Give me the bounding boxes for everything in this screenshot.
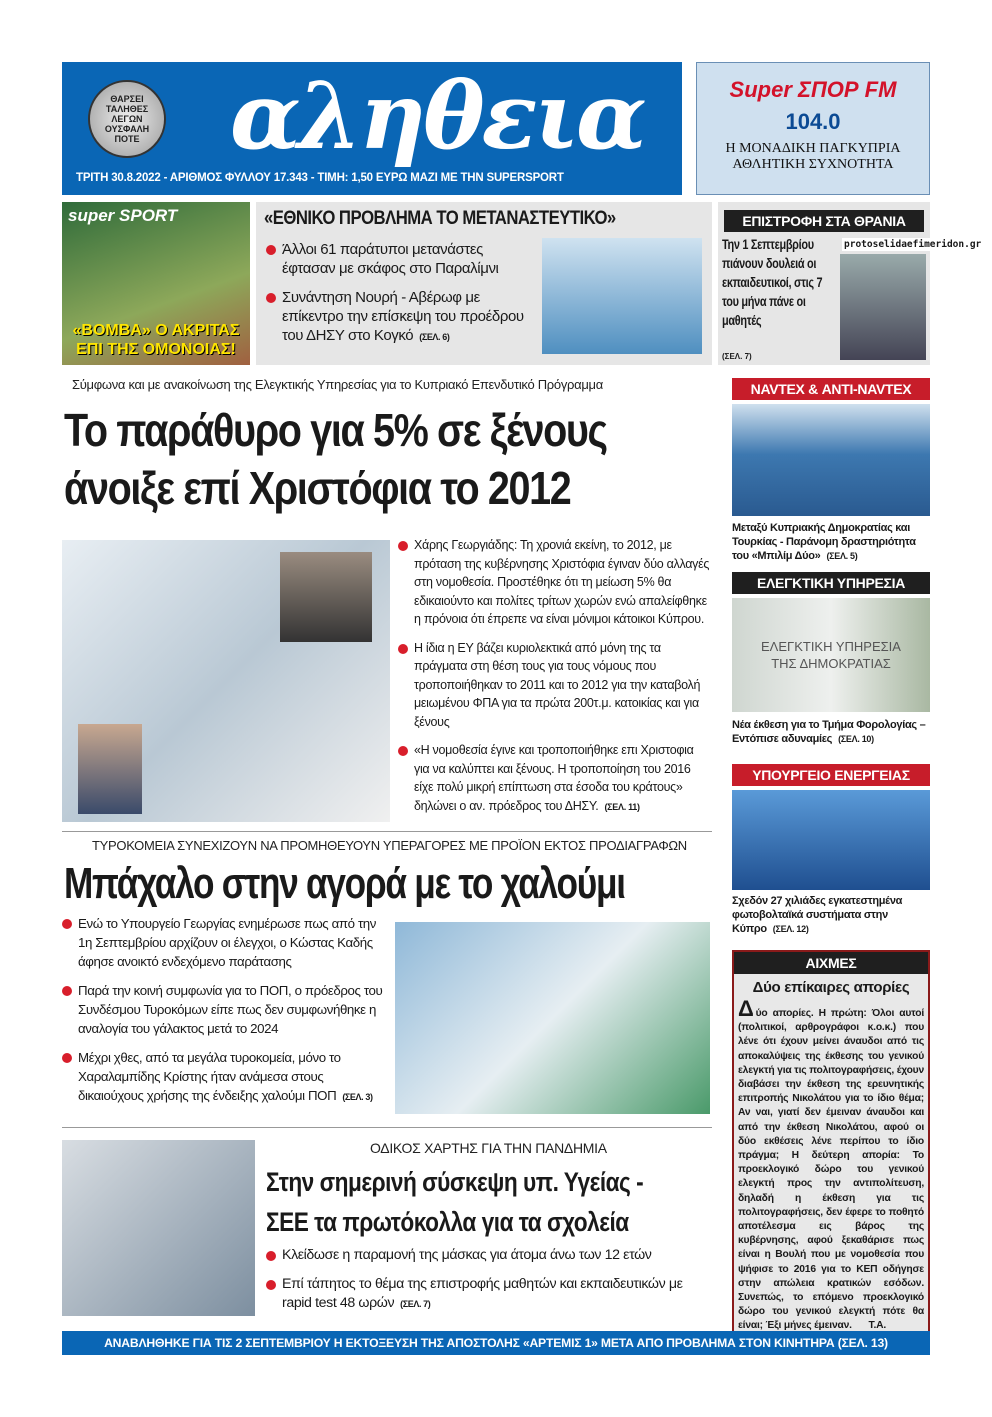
covid-bullet: Κλείδωσε η παραμονή της μάσκας για άτομα άνω των 12 ετών <box>266 1246 712 1265</box>
aixmes-body <box>734 996 928 1334</box>
ad-tagline-2: ΑΘΛΗΤΙΚΗ ΣΥΧΝΟΤΗΤΑ <box>732 157 894 172</box>
sidebar-energy <box>732 764 930 936</box>
navy-ship-photo <box>732 404 930 516</box>
ad-tagline-1: Η ΜΟΝΑΔΙΚΗ ΠΑΓΚΥΠΡΙΑ <box>725 141 901 156</box>
bullet-text: Μέχρι χθες, από τα μεγάλα τυροκομεία, μόνο το Χαραλαμπίδης Κρίστης ήταν ανάμεσα στους δικαιούχους χρήσης της ένδειξης χαλούμι ΠΟΠ <box>78 1050 341 1103</box>
school-header: ΕΠΙΣΤΡΟΦΗ ΣΤΑ ΘΡΑΝΙΑ <box>724 210 924 232</box>
students-photo <box>840 254 926 360</box>
lead-kicker: Σύμφωνα και με ανακοίνωση της Ελεγκτικής Υπηρεσίας για το Κυπριακό Επενδυτικό Πρόγραμμα <box>72 377 603 392</box>
lead-photo <box>62 540 390 822</box>
sidebar-navtex <box>732 378 930 563</box>
halloumi-bullet: Παρά την κοινή συμφωνία για το ΠΟΠ, ο πρόεδρος του Συνδέσμου Τυροκόμων είπε πως δεν συμφωνήθηκε η αναλογία του γάλακτος μετά το 2024 <box>62 981 390 1038</box>
sidebar-audit <box>732 572 930 746</box>
halloumi-bullets <box>62 914 390 1107</box>
lead-bullet <box>398 741 712 816</box>
sport-caption: «ΒΟΜΒΑ» Ο ΑΚΡΙΤΑΣ ΕΠΙ ΤΗΣ ΟΜΟΝΟΙΑΣ! <box>72 322 240 358</box>
bullet-text: Συνάντηση Νουρή - Αβέρωφ με επίκεντρο την επίσκεψη του προέδρου του ΔΗΣΥ στο Κογκό <box>282 289 524 344</box>
ad-brand: Super ΣΠΟΡ FM <box>729 77 897 102</box>
dateline: ΤΡΙΤΗ 30.8.2022 - ΑΡΙΘΜΟΣ ΦΥΛΛΟΥ 17.343 - ΤΙΜΗ: 1,50 ΕΥΡΩ ΜΑΖΙ ΜΕ ΤΗΝ SUPERSPORT <box>76 172 564 184</box>
aixmes-title: Δύο επίκαιρες απορίες <box>752 979 910 996</box>
photo-text: ΕΛΕΓΚΤΙΚΗ ΥΠΗΡΕΣΙΑ <box>761 639 901 654</box>
aixmes-text: ύο απορίες. Η πρώτη: Όλοι αυτοί (πολιτικοί, αρθρογράφοι κ.ο.κ.) που λένε ότι έχουν μείνει άναυδοι από τις αποκαλύψεις της έκθεσης του γενικού ελεγκτή για τις πολιτογραφήσεις, έχουν διαβάσει την έκθεση της ερευνητικής επιτροπής Νικολάτου για το ίδιο θέμα; Αν ναι, γιατί δεν έμειναν άναυδοι και από την έκθεση Νικολάτου, αφού οι δύο εκθέσεις λένε περίπου το ίδιο πράγμα; Η δεύτερη απορία: Το προεκλογικό δώρο του γενικού ελεγκτή προς την αντιπολίτευση, δηλαδή η έκθεση για τις πολιτογραφήσεις, δεν έφερε το ποθητό αποτέλεσμα εις βάρος της κυβέρνησης, αφού ξεκαθάρισε πως είναι η Βουλή που με νομοθεσία που ψήφισε το 2016 για το ΚΕΠ οδήγησε στην απώλεια κρατικών εσόδων. Συνεπώς, το επόμενο προεκλογικό δώρο του γενικού ελεγκτή πότε θα είναι; Έξι μήνες έμειναν. <box>738 1008 924 1332</box>
page-ref: (ΣΕΛ. 5) <box>826 551 858 561</box>
aixmes-header: ΑΙΧΜΕΣ <box>734 952 928 974</box>
covid-kicker: ΟΔΙΚΟΣ ΧΑΡΤΗΣ ΓΙΑ ΤΗΝ ΠΑΝΔΗΜΙΑ <box>370 1140 607 1156</box>
meeting-photo <box>62 1140 255 1316</box>
official-photo <box>78 724 142 814</box>
page-ref: (ΣΕΛ. 7) <box>722 352 752 361</box>
page-ref: (ΣΕΛ. 10) <box>838 734 874 744</box>
audit-caption <box>732 718 930 746</box>
migration-bullet: Άλλοι 61 παράτυποι μετανάστες έφτασαν με σκάφος στο Παραλίμνι <box>266 240 532 278</box>
boats-photo <box>542 238 702 354</box>
lead-headline-1: Το παράθυρο για 5% σε ξένους <box>64 404 607 456</box>
navtex-header: NAVTEX & ΑΝΤΙ-NAVTEX <box>732 378 930 400</box>
caption-text: Μεταξύ Κυπριακής Δημοκρατίας και Τουρκίας - Παράνομη δραστηριότητα του «Μπιλίμ Δύο» <box>732 522 916 562</box>
halloumi-kicker: ΤΥΡΟΚΟΜΕΙΑ ΣΥΝΕΧΙΖΟΥΝ ΝΑ ΠΡΟΜΗΘΕΥΟΥΝ ΥΠΕΡΑΓΟΡΕΣ ΜΕ ΠΡΟΪΟΝ ΕΚΤΟΣ ΠΡΟΔΙΑΓΡΑΦΩΝ <box>92 838 687 853</box>
politician-photo <box>280 552 372 642</box>
lead-headline-2: άνοιξε επί Χριστόφια το 2012 <box>64 462 571 514</box>
photo-text: ΤΗΣ ΔΗΜΟΚΡΑΤΙΑΣ <box>771 656 891 671</box>
energy-caption <box>732 894 930 936</box>
halloumi-bullet <box>62 1048 390 1107</box>
navtex-caption <box>732 521 930 563</box>
lead-bullet: Χάρης Γεωργιάδης: Τη χρονιά εκείνη, το 2012, με πρόταση της κυβέρνησης Χριστόφια έγιναν δύο αλλαγές στη νομοθεσία. Προστέθηκε ότι τη μείωση 5% θα εδικαιούντο και πολίτες τρίτων χωρών ενώ απαλείφθηκε η πρόνοια ότι έπρεπε να είναι μόνιμοι κάτοικοι Κύπρου. <box>398 536 712 629</box>
audit-photo <box>732 598 930 712</box>
school-text: Την 1 Σεπτεμβρίου πιάνουν δουλειά οι εκπαιδευτικοί, στις 7 του μήνα πάνε οι μαθητές <box>722 236 823 328</box>
bullet-text: Επί τάπητος το θέμα της επιστροφής μαθητών και εκπαιδευτικών με rapid test 48 ωρών <box>282 1276 683 1311</box>
school-story <box>718 202 982 365</box>
energy-header: ΥΠΟΥΡΓΕΙΟ ΕΝΕΡΓΕΙΑΣ <box>732 764 930 786</box>
page-ref: (ΣΕΛ. 7) <box>400 1299 431 1309</box>
page-ref: (ΣΕΛ. 6) <box>419 332 450 342</box>
divider <box>62 1127 712 1128</box>
bullet-text: «Η νομοθεσία έγινε και τροποποιήθηκε επι Χριστοφια για να καλύπτει και ξένους. Η τροποποίηση του 2016 είχε πολύ μικρή επίπτωση στα έσοδα του κράτους» δηλώνει ο αν. πρόεδρος του ΔΗΣΥ. <box>414 743 694 813</box>
audit-header: ΕΛΕΓΚΤΙΚΗ ΥΠΗΡΕΣΙΑ <box>732 572 930 594</box>
lead-bullets <box>398 536 712 816</box>
masthead <box>62 62 682 195</box>
supersport-logo: super SPORT <box>68 206 178 225</box>
covid-headline-2: ΣΕΕ τα πρωτόκολλα για τα σχολεία <box>266 1207 629 1237</box>
caption-text: Σχεδόν 27 χιλιάδες εγκατεστημένα φωτοβολταϊκά συστήματα στην Κύπρο <box>732 895 903 935</box>
solar-panel-photo <box>732 790 930 890</box>
ad-frequency: 104.0 <box>785 109 841 134</box>
aixmes-column <box>732 950 930 1340</box>
drop-cap: Δ <box>738 996 754 1021</box>
halloumi-headline: Μπάχαλο στην αγορά με το χαλούμι <box>64 859 625 908</box>
covid-headline <box>266 1162 643 1242</box>
divider <box>62 831 712 832</box>
covid-headline-1: Στην σημερινή σύσκεψη υπ. Υγείας - <box>266 1167 644 1197</box>
watermark: protoselidaefimeridon.gr <box>844 239 982 250</box>
migration-bullet <box>266 288 532 347</box>
migration-title: «ΕΘΝΙΚΟ ΠΡΟΒΛΗΜΑ ΤΟ ΜΕΤΑΝΑΣΤΕΥΤΙΚΟ» <box>264 208 616 229</box>
covid-bullet <box>266 1275 712 1314</box>
page-ref: (ΣΕΛ. 12) <box>772 924 809 934</box>
signature: Τ.Α. <box>868 1320 887 1332</box>
page-ref: (ΣΕΛ. 11) <box>604 801 640 812</box>
sport-teaser <box>62 202 250 365</box>
lead-bullet: Η ίδια η ΕΥ βάζει κυριολεκτικά από μόνη της τα πράγματα στη θέση τους για τους νόμους που τροποποιήθηκαν το 2011 και το 2012 για την καταβολή μειωμένου ΦΠΑ για τα πρώτα 200τ.μ. κατοικίας και για ξένους <box>398 639 712 732</box>
page-ref: (ΣΕΛ. 3) <box>342 1092 373 1102</box>
covid-bullets <box>266 1246 712 1314</box>
halloumi-bullet: Ενώ το Υπουργείο Γεωργίας ενημέρωσε πως από την 1η Σεπτεμβρίου αρχίζουν οι έλεγχοι, ο Κώστας Καδής άφησε ανοικτό ενδεχόμενο παράτασης <box>62 914 390 971</box>
seal-text: ΘΑΡΣΕΙ ΤΑΛΗΘΕΣ ΛΕΓΩΝ ΟΥΣΦΑΛΗ ΠΟΤΕ <box>104 94 150 144</box>
halloumi-photo <box>395 922 710 1114</box>
caption-text: Νέα έκθεση για το Τμήμα Φορολογίας – Εντόπισε αδυναμίες <box>732 719 926 745</box>
migration-story <box>256 202 712 365</box>
newspaper-logo: αληθεια <box>230 62 644 170</box>
bottom-news-bar: ΑΝΑΒΛΗΘΗΚΕ ΓΙΑ ΤΙΣ 2 ΣΕΠΤΕΜΒΡΙΟΥ Η ΕΚΤΟΞΕΥΣΗ ΤΗΣ ΑΠΟΣΤΟΛΗΣ «ΑΡΤΕΜΙΣ 1» ΜΕΤΑ ΑΠΟ ΠΡΟΒΛΗΜΑ ΣΤΟΝ ΚΙΝΗΤΗΡΑ (ΣΕΛ. 13) <box>62 1331 930 1355</box>
radio-ad <box>696 62 930 195</box>
seal-logo <box>88 80 166 158</box>
